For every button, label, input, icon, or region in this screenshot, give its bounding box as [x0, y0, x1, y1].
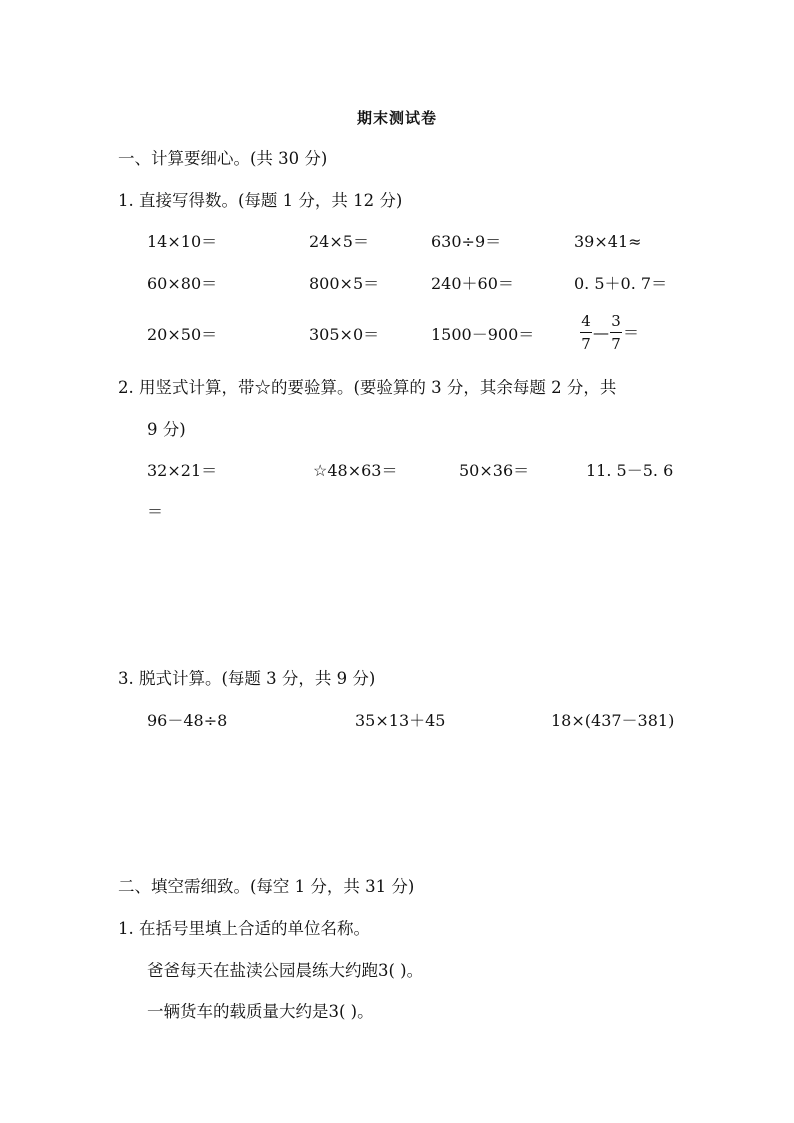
fill-blank-line: 爸爸每天在盐渎公园晨练大约跑3( )。	[147, 961, 424, 980]
question-1-2-heading-continued: 9 分)	[147, 420, 186, 439]
calc-item: 1500－900＝	[431, 325, 535, 344]
calc-item: 240＋60＝	[431, 274, 514, 293]
vertical-calc-item-starred: ☆48×63＝	[313, 461, 398, 480]
fraction-b-denominator: 7	[611, 335, 621, 353]
calc-item: 39×41≈	[574, 232, 642, 251]
fraction-a	[580, 314, 592, 352]
calc-item: 60×80＝	[147, 274, 218, 293]
fraction-subtraction-item	[580, 314, 640, 352]
question-1-1-heading: 1. 直接写得数。(每题 1 分，共 12 分)	[118, 191, 403, 210]
fraction-b-numerator: 3	[611, 312, 621, 330]
question-1-2-heading: 2. 用竖式计算，带☆的要验算。(要验算的 3 分，其余每题 2 分，共	[118, 378, 617, 397]
calc-item: 24×5＝	[309, 232, 369, 251]
vertical-calc-item: 11. 5－5. 6	[586, 461, 674, 480]
stepwise-calc-item: 35×13＋45	[355, 711, 446, 730]
calc-item: 800×5＝	[309, 274, 380, 293]
calc-item: 20×50＝	[147, 325, 218, 344]
stepwise-calc-item: 96－48÷8	[147, 711, 228, 730]
equals-sign: ＝	[623, 323, 640, 342]
vertical-calc-item: 50×36＝	[459, 461, 530, 480]
fill-blank-line: 一辆货车的载质量大约是3( )。	[147, 1002, 374, 1021]
fraction-a-denominator: 7	[581, 335, 591, 353]
calc-item: 305×0＝	[309, 325, 380, 344]
calc-item: 14×10＝	[147, 232, 218, 251]
vertical-calc-item-wrap: ＝	[147, 502, 164, 521]
stepwise-calc-item: 18×(437－381)	[551, 711, 675, 730]
page-title: 期末测试卷	[356, 109, 437, 127]
minus-sign: —	[593, 323, 609, 342]
vertical-calc-item: 32×21＝	[147, 461, 218, 480]
question-2-1-heading: 1. 在括号里填上合适的单位名称。	[118, 919, 370, 938]
question-1-3-heading: 3. 脱式计算。(每题 3 分，共 9 分)	[118, 669, 376, 688]
calc-item: 0. 5＋0. 7＝	[574, 274, 668, 293]
fraction-b	[610, 314, 622, 352]
section-1-heading: 一、计算要细心。(共 30 分)	[118, 149, 328, 168]
section-2-heading: 二、填空需细致。(每空 1 分，共 31 分)	[118, 877, 415, 896]
calc-item: 630÷9＝	[431, 232, 502, 251]
fraction-a-numerator: 4	[581, 312, 591, 330]
